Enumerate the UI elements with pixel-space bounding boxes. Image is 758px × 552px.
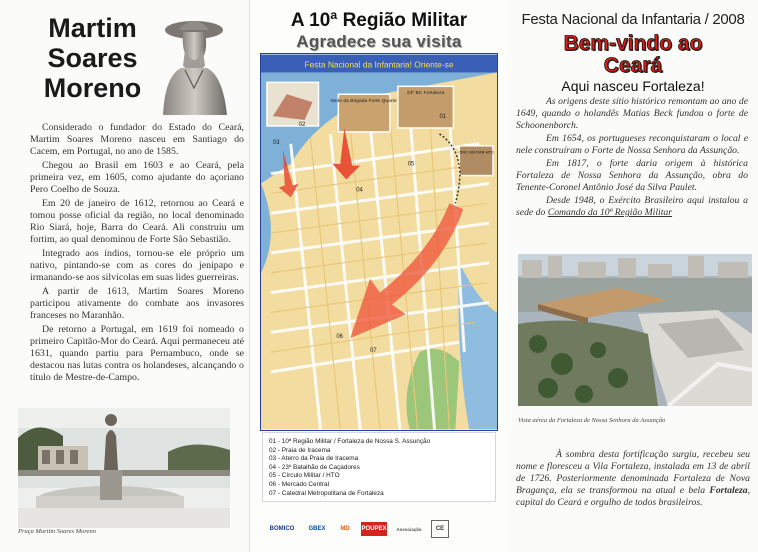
closing-text-span: À sombra desta fortificação surgiu, recebeu seu nome e floresceu a Vila Fortaleza, instalada em 13 de abril de 1726. Posteriormente denominada Fortaleza de Nova Bragança, ela se transformou na atual e bela [516,449,750,496]
sponsor-logo: POUPEX [361,522,387,536]
welcome-line: Ceará [603,54,663,77]
svg-text:02: 02 [298,121,306,128]
map-label-brigada: Sede da Brigada Forte Quartel [330,99,398,105]
legend-item: 01 - 10ª Região Militar / Fortaleza de Nossa S. Assunção [269,438,431,445]
left-photo-caption: Praça Martim Soares Moreno [18,528,97,535]
bio-paragraph: De retorno a Portugal, em 1619 foi nomeado o primeiro Capitão-Mor do Ceará. Aqui permaneceu até 1631, quando partiu para Pernambuco, onde se destacou nas lutas contra os holandeses, alcançando o título de Mestre-de-Campo. [30,324,244,383]
history-paragraph: Em 1654, os portugueses reconquistaram o local e nele construíram o Forte de Nossa Senhora da Assunção. [516,133,748,156]
history-paragraph: As origens deste sítio histórico remontam ao ano de 1649, quando o holandês Matias Beck fundou o forte de Schoonenborch. [516,96,748,131]
bio-paragraph: Chegou ao Brasil em 1603 e ao Ceará, pela primeira vez, em 1605, como ajudante do açoriano Pero Coelho de Souza. [30,160,244,195]
legend-item: 03 - Aterro da Praia de Iracema [269,455,359,463]
praca-statue-photo [18,408,230,528]
title-line: Martim [48,13,137,43]
map-label-hto: CIRC MILITAR HTO [458,149,494,155]
bio-paragraph: A partir de 1613, Martim Soares Moreno participou ativamente do combate aos invasores franceses no Maranhão. [30,286,244,321]
map-legend [262,432,496,502]
biography-text [30,122,244,386]
closing-text-span: , capital do Ceará e orgulho de todos brasileiros. [516,485,750,508]
legend-item: 04 - 23º Batalhão de Caçadores [269,463,360,471]
statue-bust-image [155,10,233,115]
history-paragraph [516,195,748,219]
map-label-bc: 23º BC Fortaleza [406,91,445,97]
city-map [260,53,498,431]
closing-bold-text: Fortaleza [709,485,748,496]
middle-panel [250,0,508,552]
svg-text:05: 05 [407,161,415,168]
welcome-line: Bem-vindo ao [563,32,703,55]
bio-paragraph: Considerado o fundador do Estado do Ceará, Martim Soares Moreno nasceu em Santiago do Cacem, em Portugal, no ano de 1585. [30,122,244,157]
map-banner: Festa Nacional da Infantaria! Oriente-se [304,59,454,70]
svg-text:03: 03 [272,139,280,146]
title-line: Soares [47,43,138,73]
welcome-title [508,33,758,77]
legend-item: 05 - Círculo Militar / HTO [269,472,340,480]
title-line: Moreno [43,73,142,103]
right-photo-caption: Vista aérea da Fortaleza de Nossa Senhora da Assunção [518,417,666,424]
history-paragraph: Em 1817, o forte daria origem à histórica Fortaleza de Nossa Senhora da Assunção, obra do Tenente-Coronel Antônio José da Silva Paulet. [516,158,748,193]
legend-item: 02 - Praia de Iracema [269,446,331,454]
bio-paragraph: Integrado aos índios, tornou-se ele próprio um nativo, pintando-se com as cores do jenipapo e irmanando-se aos silvícolas em suas lides guerreiras. [30,248,244,283]
middle-subtitle: Agradece sua visita [296,32,462,51]
right-panel [508,0,758,552]
svg-text:06: 06 [336,334,343,341]
left-panel [0,0,250,552]
sponsor-logos [264,514,496,544]
comando-link-text: Comando da 10ª Região Militar [547,207,673,218]
history-text [516,96,748,220]
legend-item: 06 - Mercado Central [269,480,330,488]
history-text-span: Desde 1948, o Exército Brasileiro aqui instalou a sede do [516,195,748,218]
closing-paragraph [516,449,750,509]
svg-text:07: 07 [370,348,377,355]
bio-paragraph: Em 20 de janeiro de 1612, retornou ao Ceará e tomou posse oficial da região, no local denominado Rio Siará, hoje, Barra do Ceará. Ali construiu um fortim, ao qual denominou de Forte São Sebastião. [30,198,244,245]
sponsor-logo: MD [340,526,350,532]
middle-title: A 10ª Região Militar [290,10,468,31]
sponsor-logo: Associação [396,526,422,532]
svg-text:01: 01 [439,114,447,121]
subheading: Aqui nasceu Fortaleza! [561,78,705,94]
sponsor-logo: CE [431,520,449,538]
sponsor-logo: BOMICO [269,526,295,532]
legend-item: 07 - Catedral Metropolitana de Fortaleza [269,489,384,497]
event-header: Festa Nacional da Infantaria / 2008 [521,11,745,28]
left-title [30,13,155,103]
sponsor-logo: GBEX [308,526,326,532]
svg-text:04: 04 [356,187,363,194]
fortress-aerial-photo [518,254,752,406]
